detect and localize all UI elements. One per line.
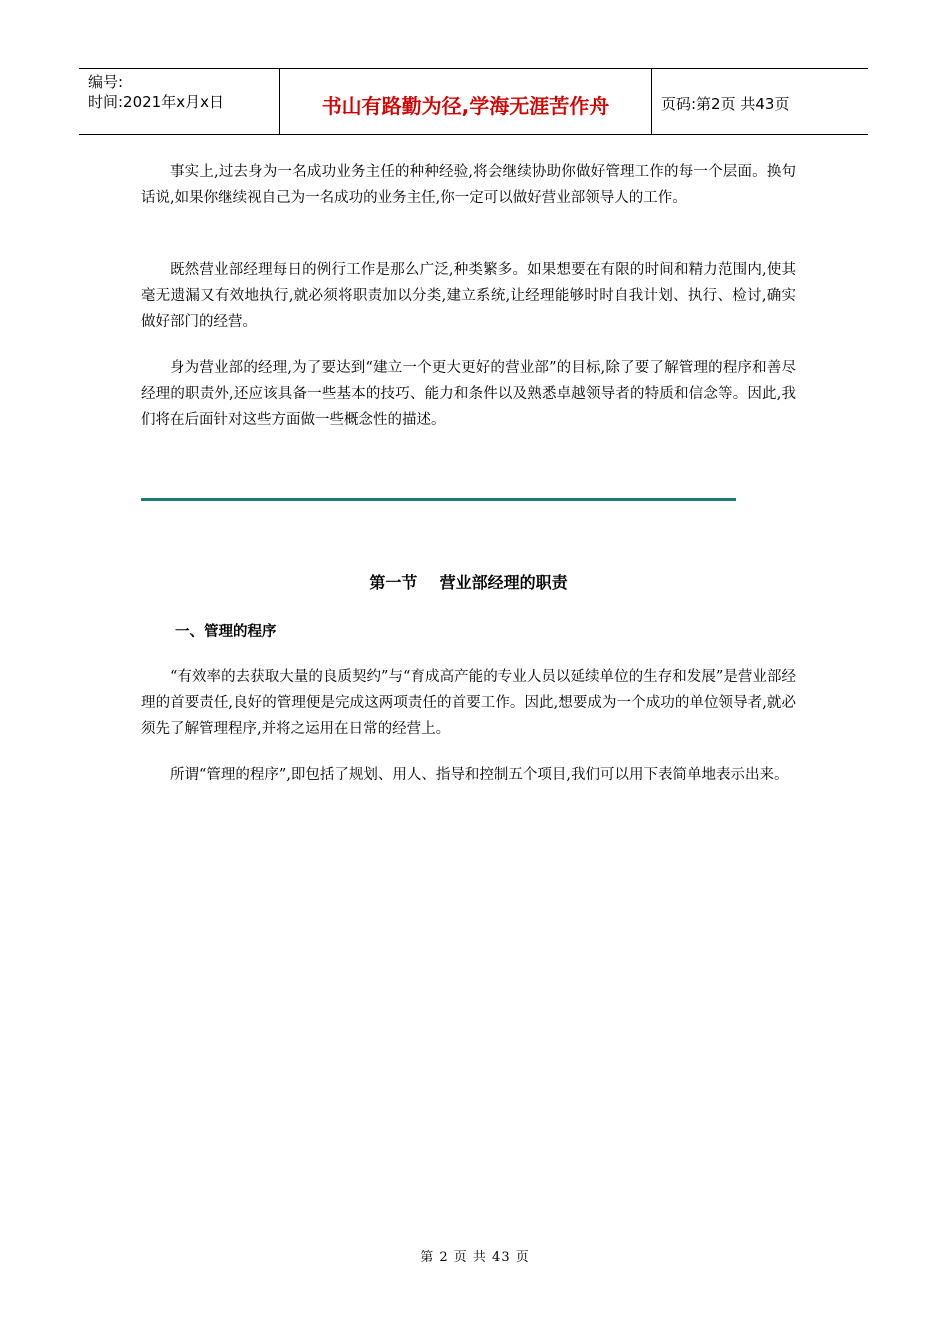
page-footer: 第 2 页 共 43 页	[420, 1250, 530, 1265]
document-number-label: 编号:	[88, 73, 124, 91]
page-header	[79, 68, 868, 135]
header-page-info: 页码:第2页 共43页	[661, 95, 790, 113]
subsection-title: 一、管理的程序	[175, 624, 277, 640]
header-motto: 书山有路勤为径,学海无涯苦作舟	[280, 69, 652, 134]
header-meta-cell	[79, 69, 280, 134]
body-paragraph: 事实上,过去身为一名成功业务主任的种种经验,将会继续协助你做好管理工作的每一个层面。换句话说,如果你继续视自己为一名成功的业务主任,你一定可以做好营业部领导人的工作。	[141, 164, 796, 206]
body-paragraph: “有效率的去获取大量的良质契约”与“育成高产能的专业人员以延续单位的生存和发展”是营业部经理的首要责任,良好的管理便是完成这两项责任的首要工作。因此,想要成为一个成功的单位领导者,就必须先了解管理程序,并将之运用在日常的经营上。	[141, 669, 796, 737]
body-paragraph: 身为营业部的经理,为了要达到“建立一个更大更好的营业部”的目标,除了要了解管理的程序和善尽经理的职责外,还应该具备一些基本的技巧、能力和条件以及熟悉卓越领导者的特质和信念等。因此,我们将在后面针对这些方面做一些概念性的描述。	[141, 360, 796, 428]
document-date-label: 时间:2021年x月x日	[88, 93, 224, 111]
body-paragraph: 既然营业部经理每日的例行工作是那么广泛,种类繁多。如果想要在有限的时间和精力范围内,使其毫无遗漏又有效地执行,就必须将职责加以分类,建立系统,让经理能够时时自我计划、执行、检讨,确实做好部门的经营。	[141, 262, 796, 330]
section-title: 第一节 营业部经理的职责	[369, 573, 568, 592]
body-paragraph: 所谓“管理的程序”,即包括了规划、用人、指导和控制五个项目,我们可以用下表简单地表示出来。	[170, 767, 789, 783]
section-divider	[141, 498, 736, 501]
